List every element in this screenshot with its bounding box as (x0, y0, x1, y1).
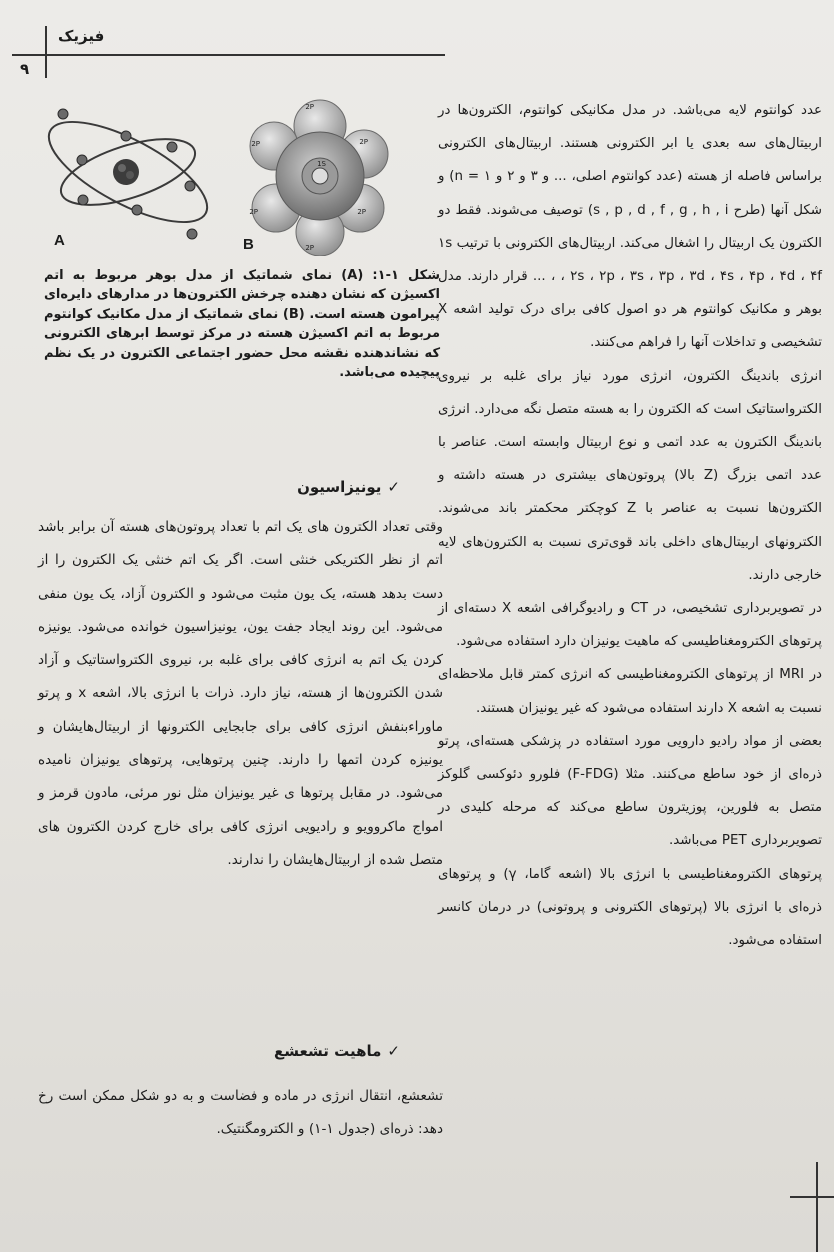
corner-mark (816, 1162, 818, 1252)
figure-caption (44, 266, 440, 382)
body-paragraph: بعضی از مواد رادیو دارویی مورد استفاده در پزشکی هسته‌ای، پرتو ذره‌ای از خود ساطع می‌کنند. مثلا (F-FDG) فلورو دئوکسی گلوکز متصل به فلورین، پوزیترون ساطع می‌کند که مرحله کلیدی در تصویربرداری PET می‌باشد. (438, 733, 822, 849)
orbital-label: 2P (357, 208, 366, 216)
corner-mark (790, 1196, 834, 1198)
orbital-label: 2P (359, 138, 368, 146)
electron-icon (185, 181, 195, 191)
ionization-heading (297, 478, 400, 496)
figure-label-a: A (54, 232, 65, 249)
nucleus-icon (312, 168, 328, 184)
orbital-label: 2P (305, 244, 314, 252)
quantum-model-figure (240, 96, 400, 256)
electron-icon (121, 131, 131, 141)
body-paragraph: انرژی باندینگ الکترون، انرژی مورد نیاز برای غلبه بر نیروی الکترواستاتیک است که الکترون را به هسته متصل نگه می‌دارد. انرژی باندینگ الکترون به عدد اتمی و نوع اربیتال وابسته است. عناصر با عدد اتمی بزرگ (Z بالا) پروتون‌های بیشتری در هسته داشته و الکترون‌ها نسبت به عناصر با Z کوچکتر محکمتر باند می‌شوند. الکترونهای اربیتال‌های داخلی باند قوی‌تری نسبت به الکترون‌های لایه خارجی دارند. (438, 368, 822, 583)
body-paragraph: وقتی تعداد الکترون های یک اتم با تعداد پروتون‌های هسته آن برابر باشد اتم از نظر الکتریکی خنثی است. اگر یک اتم خنثی یک الکترون را از دست بدهد هسته، یک یون مثبت می‌شود و الکترون آزاد، یک یون منفی می‌شود. این روند ایجاد جفت یون، یونیزاسیون خوانده می‌شود. یونیزه کردن یک اتم به انرژی کافی برای غلبه بر، نیروی الکترواستاتیک و آزاد شدن الکترون‌ها از هسته، نیاز دارد. ذرات با انرژی بالا، اشعه x و پرتو ماوراءبنفش انرژی کافی برای جابجایی الکترونها از اربیتال‌هایشان و یونیزه کردن اتمها را دارند. چنین پرتوهایی، پرتوهای یونیزان نامیده می‌شود. در مقابل پرتوها ی غیر یونیزان مثل نور مرئی، مادون قرمز و امواج ماکروویو و رادیویی انرژی کافی برای خارج کردن الکترون های متصل شده از اربیتال‌هایشان را ندارند. (38, 519, 443, 868)
nucleus-icon (113, 159, 139, 185)
checkmark-icon: ✓ (387, 478, 400, 496)
ionization-section (38, 511, 443, 877)
body-paragraph: در تصویربرداری تشخیصی، در CT و رادیوگرافی اشعه X دسته‌ای از پرتوهای الکترومغناطیسی که ماهیت یونیزان دارد استفاده می‌شود. (438, 601, 822, 650)
heading-text: یونیزاسیون (297, 478, 382, 496)
header-divider (45, 26, 47, 78)
radiation-heading (274, 1042, 400, 1060)
bohr-model-figure (40, 92, 220, 242)
checkmark-icon: ✓ (387, 1042, 400, 1060)
orbital-label: 1S (317, 160, 326, 168)
electron-icon (187, 229, 197, 239)
body-paragraph: در MRI از پرتوهای الکترومغناطیسی که انرژی کمتر قابل ملاحظه‌ای نسبت به اشعه X دارند استفاده می‌شود که غیر یونیزان هستند. (438, 667, 823, 716)
caption-label: شکل ۱-۱: (372, 268, 440, 283)
electron-icon (78, 195, 88, 205)
orbital-label: 2P (251, 140, 260, 148)
right-column (438, 94, 822, 957)
electron-icon (132, 205, 142, 215)
header-rule (12, 54, 445, 56)
body-paragraph: تشعشع، انتقال انرژی در ماده و فضاست و به دو شکل ممکن است رخ دهد: ذره‌ای (جدول ۱-۱) و الکترومگنتیک. (38, 1088, 443, 1138)
page-number: ۹ (20, 60, 30, 78)
body-paragraph: عدد کوانتوم لایه می‌باشد. در مدل مکانیکی کوانتوم، الکترون‌ها در اربیتال‌های سه بعدی یا ابر الکترونی هستند. اربیتال‌های الکترونی براساس فاصله از هسته (عدد کوانتوم اصلی، ... و ۳ و ۲ و ۱ = n) و شکل آنها (طرح s , p , d , f , g , h , i) توصیف می‌شوند. فقط دو الکترون یک اربیتال را اشغال می‌کند. اربیتال‌های الکترونی با ترتیب ۱s ، ۲s ، ۲p ، ۳s ، ۳p ، ۳d ، ۴s ، ۴p ، ۴d ، ۴f ، ... قرار دارند. مدل بوهر و مکانیک کوانتوم هر دو اصول کافی برای درک تولید اشعه X تشخیصی و تداخلات آنها را فراهم می‌کنند. (438, 103, 823, 351)
electron-icon (167, 142, 177, 152)
heading-text: ماهیت تشعشع (274, 1042, 382, 1060)
figure-label-b: B (243, 236, 254, 253)
caption-text: (A) نمای شماتیک از مدل بوهر مربوط به اتم اکسیژن که نشان دهنده چرخش الکترون‌ها در مدارهای دایره‌ای پیرامون هسته است. (B) نمای شماتیک از مدل مکانیک کوانتوم مربوط به اتم اکسیژن هسته در مرکز توسط ابرهای الکترونی که نشاندهنده نقشه محل حضور اجتماعی الکترون در یک نظم پیچیده می‌باشد. (44, 268, 440, 381)
orbital-label: 2P (305, 103, 314, 111)
book-title: فیزیک (58, 27, 105, 45)
body-paragraph: پرتوهای الکترومغناطیسی با انرژی بالا (اشعه گاما، γ) و پرتوهای ذره‌ای با انرژی بالا (پرتوهای الکترونی و پروتونی) در درمان کانسر استفاده می‌شود. (438, 866, 822, 949)
radiation-section (38, 1080, 443, 1147)
orbital-label: 2P (249, 208, 258, 216)
electron-icon (58, 109, 68, 119)
electron-icon (77, 155, 87, 165)
